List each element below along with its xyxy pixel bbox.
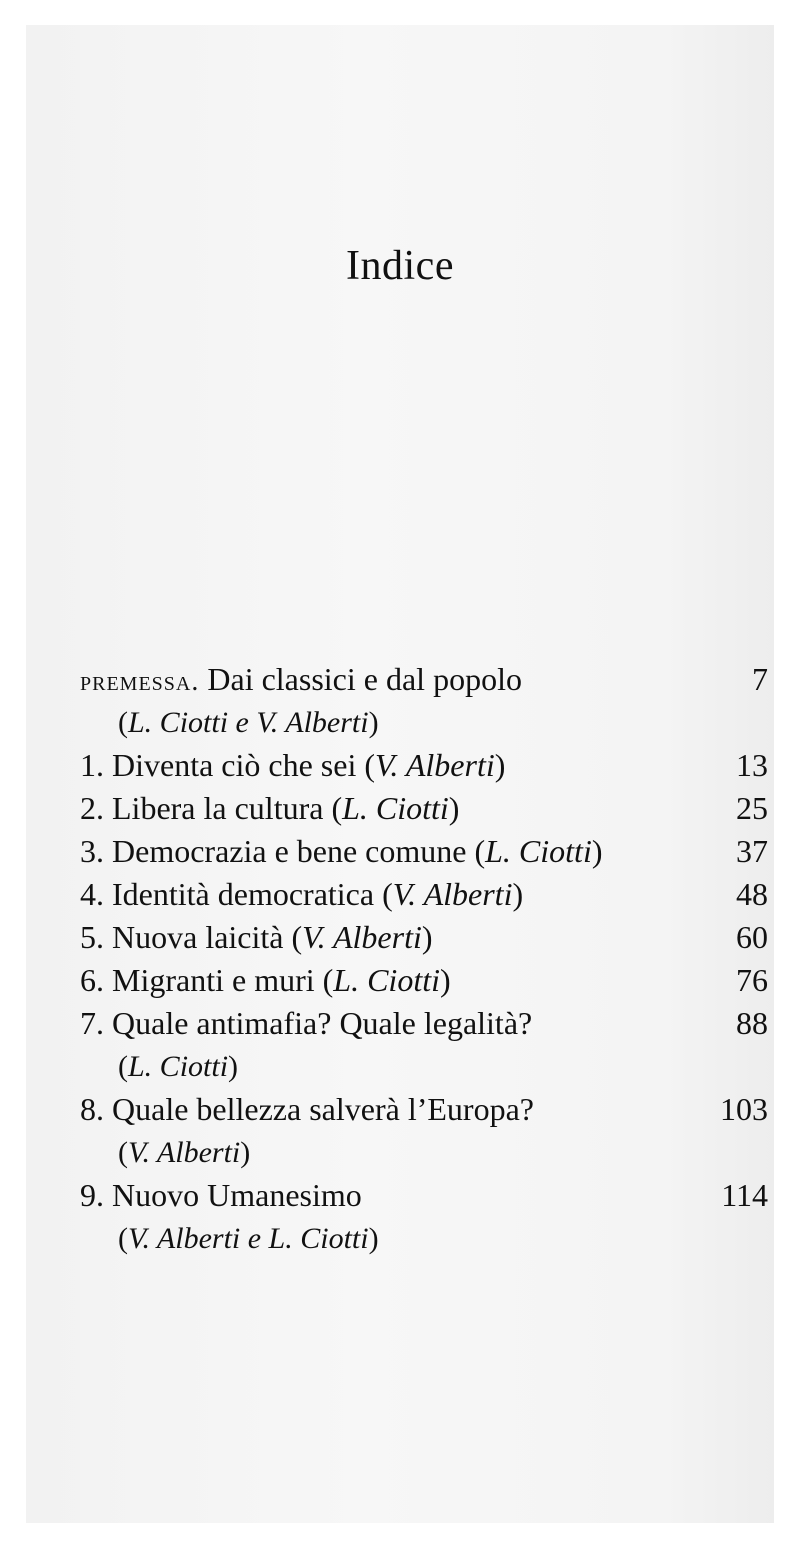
toc-entry-label: premessa.	[80, 666, 200, 697]
toc-entry-title: Diventa ciò che sei	[112, 747, 357, 783]
toc-entry-3: 3. Democrazia e bene comune (L. Ciotti) 37	[80, 830, 768, 873]
author-names: L. Ciotti	[128, 1050, 229, 1083]
toc-entry-authors: L. Ciotti	[342, 790, 449, 826]
toc-entry-number: 1.	[80, 747, 104, 783]
toc-entry-authors: (L. Ciotti)	[118, 1050, 239, 1083]
toc-entry-page: 7	[752, 661, 768, 697]
toc-entry-authors: (V. Alberti)	[118, 1136, 251, 1169]
toc-entry-number: 6.	[80, 962, 104, 998]
toc-entry-title: Dai classici e dal popolo	[207, 661, 522, 697]
toc-entry-number: 8.	[80, 1091, 104, 1127]
toc-entry-page: 88	[736, 1005, 768, 1041]
toc-entry-premessa	[80, 658, 768, 701]
toc-entry-title: Nuovo Umanesimo	[112, 1177, 362, 1213]
toc-entry-4: 4. Identità democratica (V. Alberti) 48	[80, 873, 768, 916]
toc-entry-authors: (V. Alberti e L. Ciotti)	[118, 1222, 379, 1255]
toc-entry-9	[80, 1174, 768, 1217]
author-names: V. Alberti	[128, 1136, 241, 1169]
toc-entry-authors: V. Alberti	[392, 876, 513, 912]
book-page	[26, 25, 774, 1523]
toc-entry-number: 4.	[80, 876, 104, 912]
toc-entry-title: Identità democratica	[112, 876, 375, 912]
toc-entry-number: 5.	[80, 919, 104, 955]
toc-entry-page: 25	[736, 790, 768, 826]
toc-entry-6: 6. Migranti e muri (L. Ciotti) 76	[80, 959, 768, 1002]
toc-entry-title: Quale bellezza salverà l’Europa?	[112, 1091, 534, 1127]
toc-entry-page: 48	[736, 876, 768, 912]
toc-entry-page: 76	[736, 962, 768, 998]
toc-entry-title: Migranti e muri	[112, 962, 315, 998]
toc-entry-2: 2. Libera la cultura (L. Ciotti) 25	[80, 787, 768, 830]
toc-entry-number: 7.	[80, 1005, 104, 1041]
author-names: L. Ciotti e V. Alberti	[128, 706, 369, 739]
toc-entry-5: 5. Nuova laicità (V. Alberti) 60	[80, 916, 768, 959]
toc-entry-authors: V. Alberti	[302, 919, 422, 955]
toc-entry-page: 37	[736, 833, 768, 869]
toc-entry-authors: L. Ciotti	[333, 962, 440, 998]
toc-entry-page: 114	[721, 1177, 768, 1213]
toc-entry-number: 9.	[80, 1177, 104, 1213]
toc-entry-8	[80, 1088, 768, 1131]
page-title: Indice	[346, 243, 454, 289]
toc-entry-number: 2.	[80, 790, 104, 826]
toc-entry-authors: V. Alberti	[375, 747, 495, 783]
toc-entry-1: 1. Diventa ciò che sei (V. Alberti) 13	[80, 744, 768, 787]
toc-entry-title: Quale antimafia? Quale legalità?	[112, 1005, 533, 1041]
toc-entry-title: Democrazia e bene comune	[112, 833, 467, 869]
toc-entry-title: Libera la cultura	[112, 790, 324, 826]
toc-entry-7	[80, 1002, 768, 1045]
toc-entry-page: 60	[736, 919, 768, 955]
toc-entry-authors: (L. Ciotti e V. Alberti)	[118, 706, 379, 739]
author-names: V. Alberti e L. Ciotti	[128, 1222, 369, 1255]
toc-entry-number: 3.	[80, 833, 104, 869]
toc-entry-page: 13	[736, 747, 768, 783]
toc-entry-page: 103	[720, 1091, 768, 1127]
toc-entry-title: Nuova laicità	[112, 919, 284, 955]
toc-entry-authors: L. Ciotti	[485, 833, 592, 869]
